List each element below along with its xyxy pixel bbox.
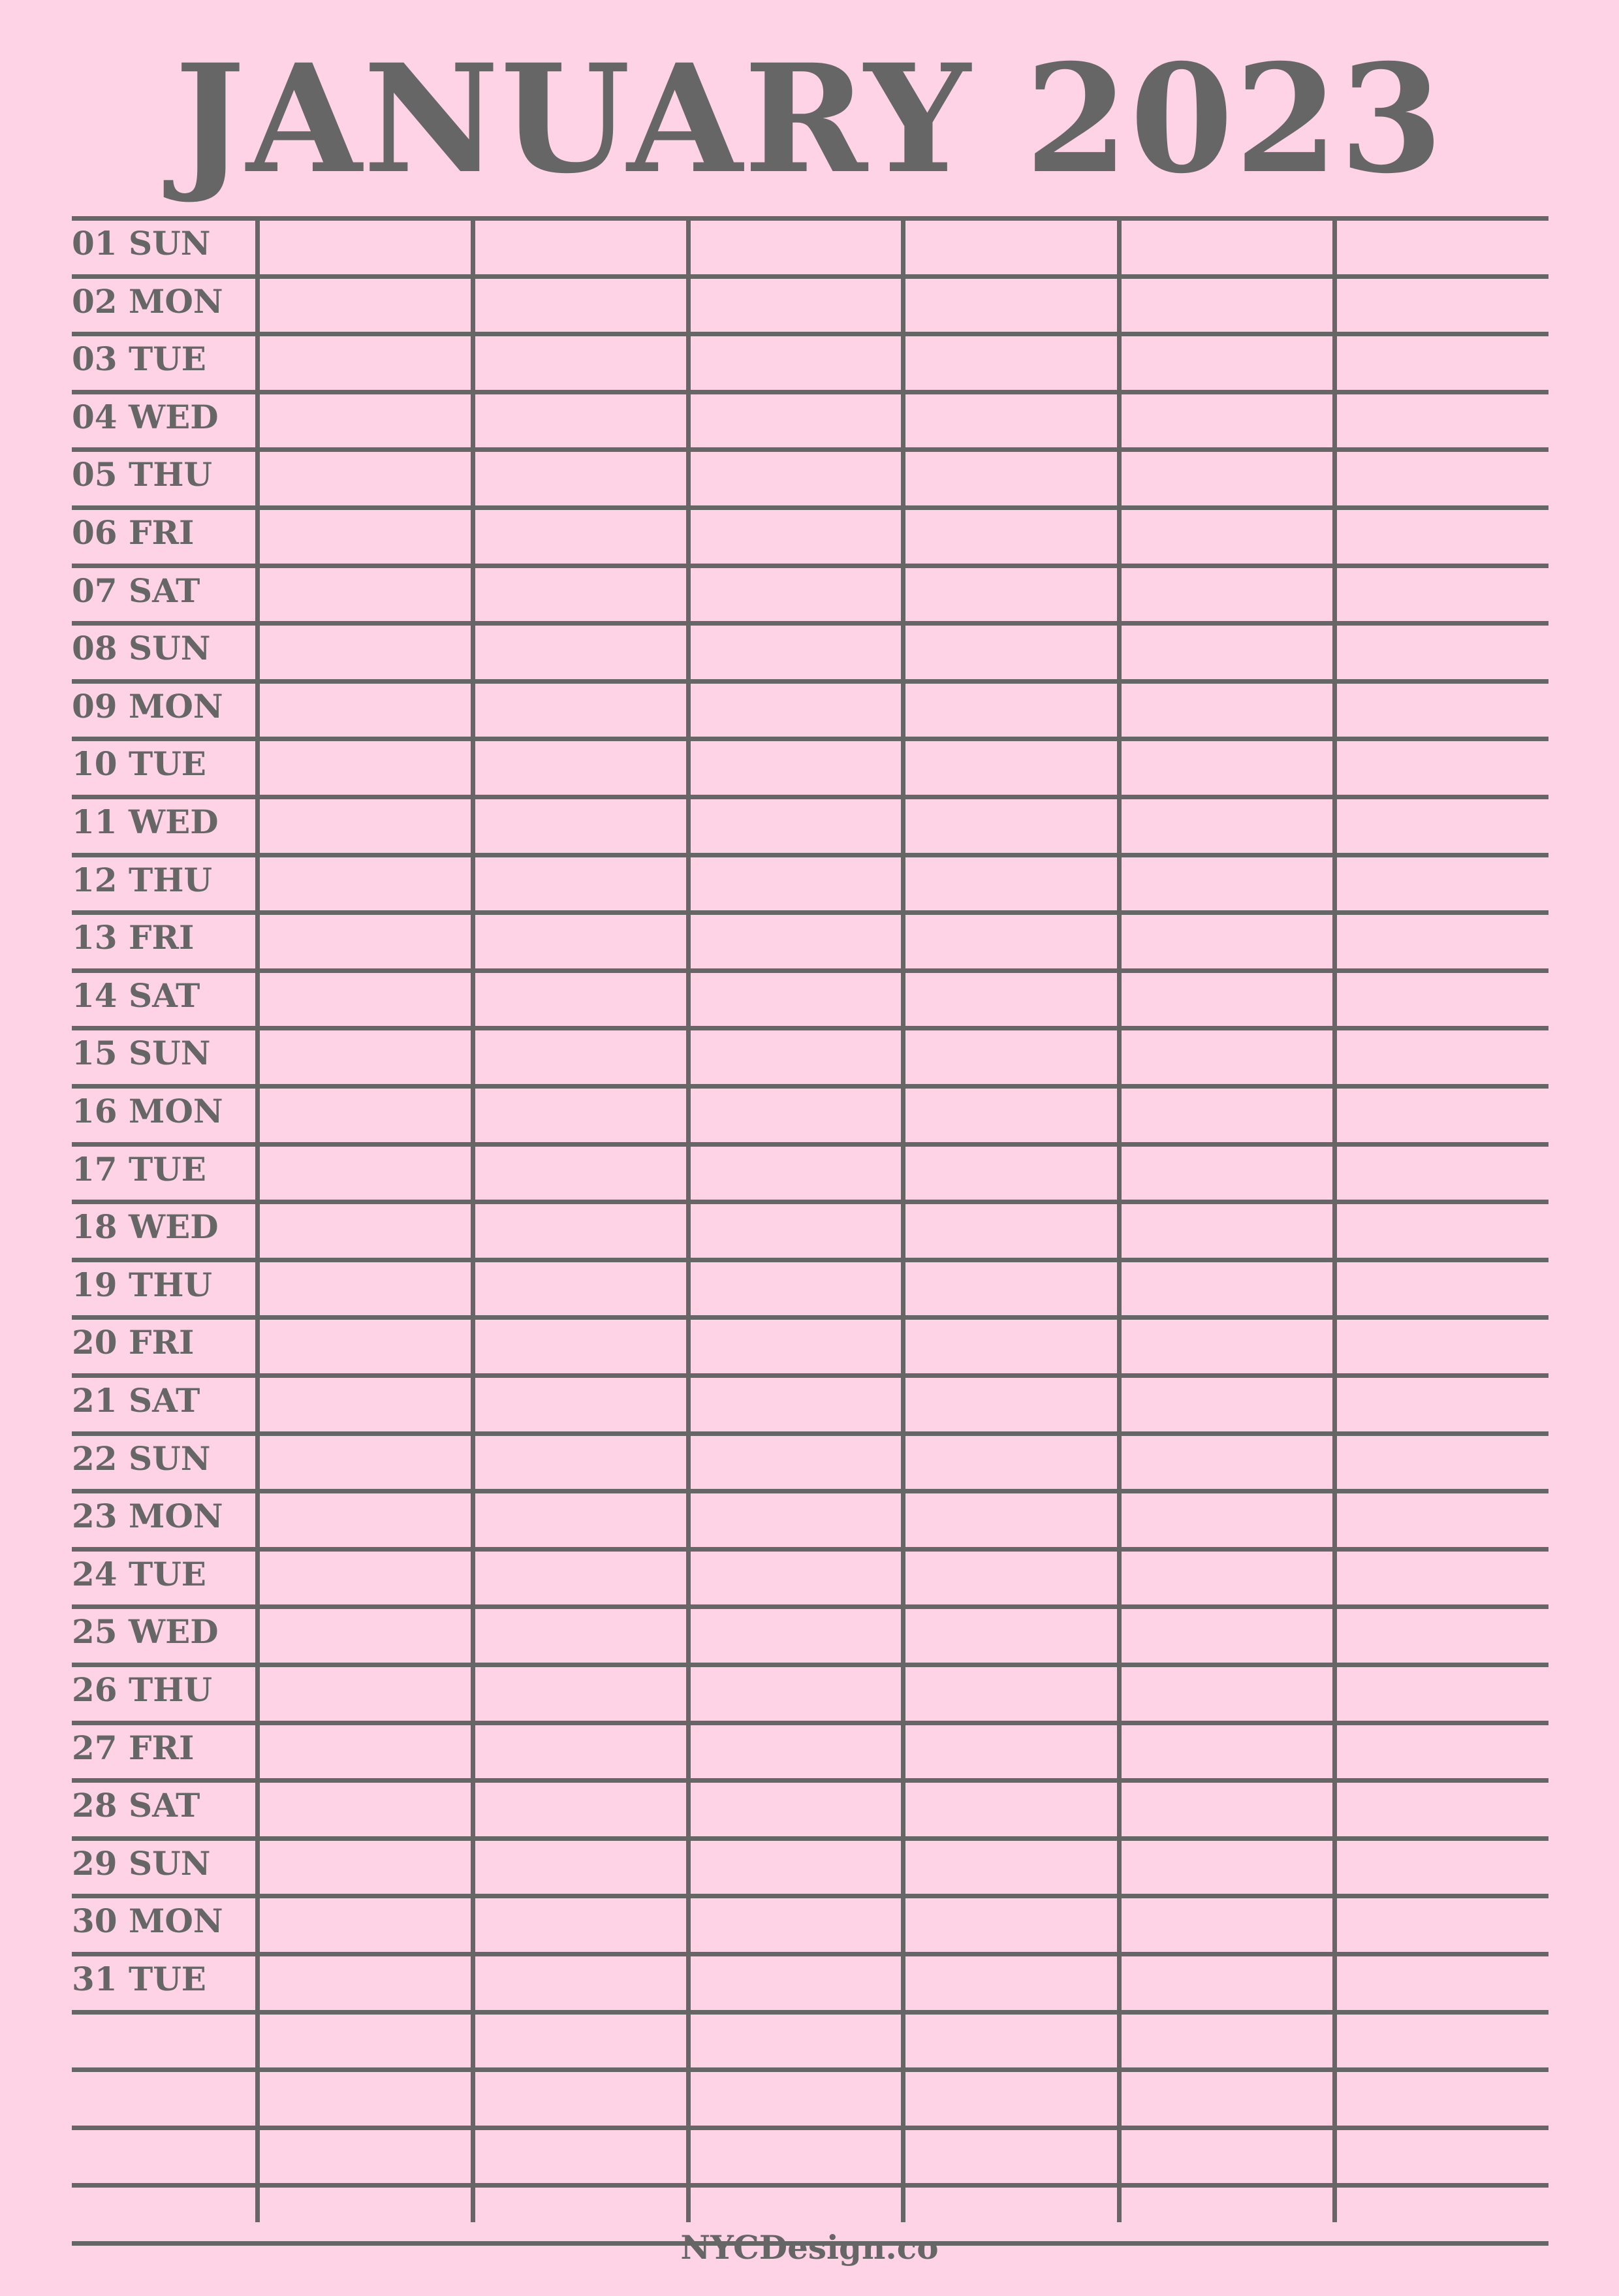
day-label: 19 THU <box>72 1266 213 1304</box>
day-label: 05 THU <box>72 455 213 494</box>
row-divider <box>72 1431 1548 1436</box>
row-divider <box>72 737 1548 741</box>
row-divider <box>72 274 1548 279</box>
row-divider <box>72 968 1548 973</box>
day-label: 17 TUE <box>72 1150 206 1188</box>
day-label: 25 WED <box>72 1612 219 1651</box>
column-divider <box>255 216 260 2222</box>
row-divider <box>72 390 1548 394</box>
day-label: 14 SAT <box>72 976 200 1015</box>
row-divider <box>72 1315 1548 1320</box>
day-label: 27 FRI <box>72 1729 195 1767</box>
row-divider <box>72 1547 1548 1552</box>
column-divider <box>1332 216 1337 2222</box>
day-label: 21 SAT <box>72 1381 200 1420</box>
day-label: 16 MON <box>72 1092 223 1130</box>
row-divider <box>72 1373 1548 1378</box>
row-divider <box>72 447 1548 452</box>
day-label: 18 WED <box>72 1207 219 1246</box>
row-divider <box>72 1952 1548 1956</box>
row-divider <box>72 1604 1548 1609</box>
row-divider <box>72 1142 1548 1147</box>
row-divider <box>72 1836 1548 1841</box>
day-label: 06 FRI <box>72 513 195 552</box>
day-label: 07 SAT <box>72 571 200 610</box>
day-label: 20 FRI <box>72 1323 195 1362</box>
day-label: 09 MON <box>72 687 223 725</box>
footer-credit: NYCDesign.co <box>680 2228 939 2267</box>
day-label: 24 TUE <box>72 1555 206 1593</box>
row-divider <box>72 1258 1548 1262</box>
column-divider <box>1117 216 1122 2222</box>
row-divider <box>72 2010 1548 2015</box>
column-divider <box>686 216 691 2222</box>
day-label: 10 TUE <box>72 744 206 783</box>
row-divider <box>72 2183 1548 2188</box>
day-label: 23 MON <box>72 1497 223 1535</box>
row-divider <box>72 1200 1548 1204</box>
day-label: 29 SUN <box>72 1844 211 1883</box>
row-divider <box>72 564 1548 568</box>
day-label: 08 SUN <box>72 629 211 667</box>
row-divider <box>72 795 1548 799</box>
row-divider <box>72 332 1548 336</box>
row-divider <box>72 1663 1548 1667</box>
row-divider <box>72 1894 1548 1898</box>
row-divider <box>72 1778 1548 1783</box>
day-label: 11 WED <box>72 803 219 841</box>
row-divider <box>72 853 1548 857</box>
day-label: 30 MON <box>72 1902 223 1940</box>
row-divider <box>72 1084 1548 1089</box>
calendar-title: JANUARY 2023 <box>174 31 1445 206</box>
row-divider <box>72 1026 1548 1030</box>
row-divider <box>72 2126 1548 2130</box>
row-divider <box>72 679 1548 684</box>
day-label: 04 WED <box>72 398 219 436</box>
column-divider <box>901 216 905 2222</box>
row-divider <box>72 1721 1548 1725</box>
day-label: 15 SUN <box>72 1034 211 1072</box>
day-label: 02 MON <box>72 282 223 321</box>
day-label: 03 TUE <box>72 340 206 378</box>
day-label: 01 SUN <box>72 224 211 263</box>
row-divider <box>72 910 1548 915</box>
day-label: 22 SUN <box>72 1439 211 1478</box>
row-divider <box>72 2067 1548 2072</box>
row-divider <box>72 621 1548 626</box>
day-label: 28 SAT <box>72 1786 200 1825</box>
column-divider <box>471 216 475 2222</box>
day-label: 31 TUE <box>72 1960 206 1998</box>
day-label: 26 THU <box>72 1670 213 1709</box>
day-label: 12 THU <box>72 861 213 899</box>
row-divider <box>72 505 1548 510</box>
row-divider <box>72 216 1548 221</box>
row-divider <box>72 1489 1548 1493</box>
day-label: 13 FRI <box>72 918 195 957</box>
